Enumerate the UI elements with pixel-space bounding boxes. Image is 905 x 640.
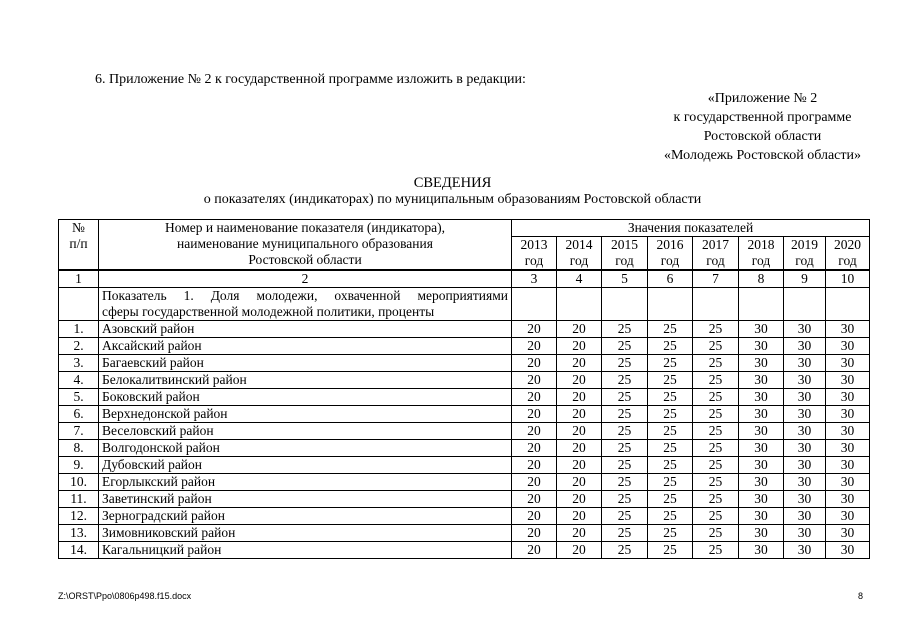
table-row (59, 372, 870, 389)
header-year-suffix: год (615, 253, 634, 268)
column-index-cell: 3 (512, 270, 557, 288)
indicator-value: 30 (826, 321, 870, 338)
indicator-value: 20 (557, 525, 602, 542)
indicator-value: 30 (784, 440, 826, 457)
indicator-value: 25 (693, 389, 739, 406)
municipality-name: Багаевский район (99, 355, 512, 372)
indicator-value: 30 (826, 423, 870, 440)
municipality-name: Веселовский район (99, 423, 512, 440)
header-year-suffix: год (524, 253, 544, 268)
row-number: 13. (59, 525, 99, 542)
indicator-value: 25 (693, 372, 739, 389)
indicator-value: 30 (739, 474, 784, 491)
document-title: СВЕДЕНИЯ (413, 175, 492, 191)
column-index-cell: 2 (99, 270, 512, 288)
indicator-value: 30 (784, 423, 826, 440)
header-name-line: Номер и наименование показателя (индикатора), (164, 220, 446, 235)
row-number: 9. (59, 457, 99, 474)
indicator-value: 30 (826, 491, 870, 508)
indicator-value: 25 (693, 525, 739, 542)
header-name-line: наименование муниципального образования (177, 236, 433, 251)
municipality-name: Волгодонской район (99, 440, 512, 457)
table-row (59, 457, 870, 474)
row-number: 8. (59, 440, 99, 457)
indicators-table (58, 219, 870, 559)
indicator-value: 20 (512, 440, 557, 457)
row-number: 7. (59, 423, 99, 440)
table-row (59, 406, 870, 423)
indicator-num-cell (59, 288, 99, 321)
header-year (512, 237, 557, 271)
indicator-value: 30 (739, 423, 784, 440)
indicator-value: 30 (826, 338, 870, 355)
table-row (59, 423, 870, 440)
indicator-value: 30 (826, 525, 870, 542)
indicator-value: 20 (557, 474, 602, 491)
indicator-value: 30 (739, 338, 784, 355)
header-year (602, 237, 648, 271)
municipality-name: Белокалитвинский район (99, 372, 512, 389)
indicator-value: 25 (693, 474, 739, 491)
header-year-value: 2020 (834, 237, 862, 252)
table-row (59, 491, 870, 508)
indicator-value: 25 (648, 423, 693, 440)
header-year-value: 2014 (565, 237, 593, 252)
indicator-value: 25 (693, 440, 739, 457)
indicator-value: 25 (648, 508, 693, 525)
row-number: 10. (59, 474, 99, 491)
column-index-cell: 1 (59, 270, 99, 288)
indicator-value: 25 (648, 389, 693, 406)
indicator-value: 25 (648, 491, 693, 508)
indicator-title-line: Показатель 1. Доля молодежи, охваченной мероприятиями (102, 288, 508, 303)
indicator-title-line: сферы государственной молодежной политики, проценты (102, 304, 435, 319)
column-index-cell: 9 (784, 270, 826, 288)
appendix-line: «Приложение № 2 (707, 91, 818, 106)
table-row (59, 542, 870, 559)
indicator-value: 30 (739, 406, 784, 423)
indicator-value: 20 (557, 440, 602, 457)
header-num-line: п/п (69, 236, 88, 251)
table-row (59, 389, 870, 406)
indicator-value: 25 (602, 525, 648, 542)
indicator-value: 30 (739, 355, 784, 372)
municipality-name: Заветинский район (99, 491, 512, 508)
appendix-line: «Молодежь Ростовской области» (664, 148, 861, 163)
indicator-value: 30 (784, 491, 826, 508)
indicator-value: 30 (784, 542, 826, 559)
indicator-value: 20 (557, 457, 602, 474)
indicator-title (99, 288, 512, 321)
municipality-name: Аксайский район (99, 338, 512, 355)
indicator-value: 25 (648, 406, 693, 423)
indicator-value: 20 (512, 491, 557, 508)
row-number: 14. (59, 542, 99, 559)
header-num-line: № (72, 220, 85, 235)
indicator-value: 30 (784, 389, 826, 406)
indicator-value: 20 (512, 474, 557, 491)
empty-cell (512, 288, 557, 321)
row-number: 11. (59, 491, 99, 508)
indicator-value: 30 (784, 457, 826, 474)
header-year (648, 237, 693, 271)
indicator-value: 25 (648, 338, 693, 355)
municipality-name: Верхнедонской район (99, 406, 512, 423)
indicator-value: 20 (512, 338, 557, 355)
municipality-name: Боковский район (99, 389, 512, 406)
indicator-value: 20 (557, 423, 602, 440)
indicator-value: 30 (739, 321, 784, 338)
indicator-value: 20 (557, 355, 602, 372)
indicator-value: 25 (602, 406, 648, 423)
indicator-value: 20 (512, 542, 557, 559)
indicator-value: 30 (826, 508, 870, 525)
indicator-value: 20 (512, 355, 557, 372)
municipality-name: Азовский район (99, 321, 512, 338)
indicator-value: 30 (784, 321, 826, 338)
indicator-value: 30 (784, 525, 826, 542)
indicator-value: 30 (784, 338, 826, 355)
table-row (59, 508, 870, 525)
municipality-name: Зимовниковский район (99, 525, 512, 542)
header-year-suffix: год (660, 253, 680, 268)
indicator-row (59, 288, 870, 321)
indicator-value: 30 (784, 355, 826, 372)
indicator-value: 25 (693, 508, 739, 525)
indicator-value: 30 (739, 457, 784, 474)
empty-cell (602, 288, 648, 321)
column-index-cell: 10 (826, 270, 870, 288)
indicator-value: 25 (693, 491, 739, 508)
header-year (557, 237, 602, 271)
indicator-value: 20 (512, 406, 557, 423)
header-year-suffix: год (838, 253, 857, 268)
indicator-value: 20 (512, 423, 557, 440)
header-year-suffix: год (569, 253, 589, 268)
indicator-value: 25 (602, 321, 648, 338)
empty-cell (648, 288, 693, 321)
empty-cell (784, 288, 826, 321)
indicator-value: 30 (739, 440, 784, 457)
indicator-value: 25 (602, 508, 648, 525)
column-index-cell: 7 (693, 270, 739, 288)
indicator-value: 20 (557, 406, 602, 423)
indicator-value: 30 (826, 440, 870, 457)
table-row (59, 355, 870, 372)
header-year-value: 2019 (791, 237, 818, 252)
indicator-value: 20 (557, 338, 602, 355)
indicator-value: 25 (602, 457, 648, 474)
header-name-line: Ростовской области (248, 252, 362, 267)
header-name (99, 220, 512, 271)
indicator-value: 25 (602, 474, 648, 491)
municipality-name: Егорлыкский район (99, 474, 512, 491)
table-row (59, 525, 870, 542)
indicator-value: 25 (602, 355, 648, 372)
header-num (59, 220, 99, 271)
indicator-value: 30 (739, 372, 784, 389)
indicator-value: 30 (739, 508, 784, 525)
empty-cell (739, 288, 784, 321)
indicator-value: 25 (648, 474, 693, 491)
indicator-value: 30 (826, 406, 870, 423)
indicator-value: 20 (557, 372, 602, 389)
indicator-value: 25 (602, 389, 648, 406)
indicator-value: 25 (693, 423, 739, 440)
indicator-value: 20 (557, 491, 602, 508)
document-subtitle: о показателях (индикаторах) по муниципальным образованиям Ростовской области (203, 192, 702, 207)
table-row (59, 474, 870, 491)
header-year-suffix: год (706, 253, 725, 268)
indicator-value: 30 (826, 457, 870, 474)
header-year (693, 237, 739, 271)
appendix-block (664, 89, 861, 165)
indicator-value: 30 (826, 355, 870, 372)
indicator-value: 30 (739, 491, 784, 508)
indicator-value: 25 (648, 525, 693, 542)
header-year (826, 237, 870, 271)
row-number: 3. (59, 355, 99, 372)
indicator-value: 30 (784, 406, 826, 423)
indicator-value: 20 (512, 508, 557, 525)
row-number: 6. (59, 406, 99, 423)
empty-cell (826, 288, 870, 321)
appendix-line: Ростовской области (703, 129, 822, 144)
header-year-value: 2013 (520, 237, 548, 252)
footer-file-path: Z:\ORST\Ppo\0806p498.f15.docx (58, 591, 192, 601)
column-index-cell: 6 (648, 270, 693, 288)
table-row (59, 440, 870, 457)
indicator-value: 25 (602, 423, 648, 440)
indicator-value: 25 (648, 542, 693, 559)
header-year-value: 2016 (656, 237, 684, 252)
indicator-value: 25 (693, 355, 739, 372)
indicator-value: 25 (602, 542, 648, 559)
indicator-value: 20 (512, 525, 557, 542)
indicator-value: 30 (826, 372, 870, 389)
indicator-value: 30 (826, 474, 870, 491)
indicator-value: 30 (739, 542, 784, 559)
empty-cell (693, 288, 739, 321)
table-row (59, 321, 870, 338)
indicator-value: 25 (693, 321, 739, 338)
indicator-value: 30 (784, 474, 826, 491)
indicator-value: 25 (693, 338, 739, 355)
column-index-cell: 4 (557, 270, 602, 288)
indicator-value: 25 (693, 542, 739, 559)
municipality-name: Кагальницкий район (99, 542, 512, 559)
indicator-value: 20 (557, 389, 602, 406)
indicator-value: 20 (512, 321, 557, 338)
header-year (784, 237, 826, 271)
indicator-value: 30 (784, 372, 826, 389)
indicator-value: 25 (602, 440, 648, 457)
indicator-value: 25 (602, 338, 648, 355)
indicator-value: 25 (648, 372, 693, 389)
indicator-value: 20 (557, 542, 602, 559)
municipality-name: Зерноградский район (99, 508, 512, 525)
indicator-value: 25 (648, 457, 693, 474)
row-number: 1. (59, 321, 99, 338)
indicator-value: 25 (693, 457, 739, 474)
row-number: 12. (59, 508, 99, 525)
header-year-value: 2017 (702, 237, 729, 252)
footer-page-number: 8 (858, 591, 864, 601)
header-year (739, 237, 784, 271)
indicator-value: 25 (693, 406, 739, 423)
indicator-value: 20 (557, 321, 602, 338)
appendix-line: к государственной программе (673, 110, 852, 125)
indicator-value: 20 (512, 389, 557, 406)
indicator-value: 20 (512, 372, 557, 389)
indicator-value: 30 (739, 525, 784, 542)
indicator-value: 30 (826, 542, 870, 559)
column-index-cell: 8 (739, 270, 784, 288)
header-year-value: 2015 (611, 237, 638, 252)
header-year-suffix: год (795, 253, 814, 268)
column-index-row (59, 270, 870, 288)
intro-text: 6. Приложение № 2 к государственной программе изложить в редакции: (95, 72, 526, 87)
row-number: 4. (59, 372, 99, 389)
header-year-value: 2018 (747, 237, 775, 252)
indicator-value: 30 (784, 508, 826, 525)
row-number: 5. (59, 389, 99, 406)
indicator-value: 25 (648, 440, 693, 457)
indicator-value: 20 (557, 508, 602, 525)
indicator-value: 20 (512, 457, 557, 474)
column-index-cell: 5 (602, 270, 648, 288)
indicator-value: 25 (602, 491, 648, 508)
indicator-value: 25 (602, 372, 648, 389)
header-values: Значения показателей (512, 220, 870, 237)
header-year-suffix: год (751, 253, 771, 268)
table-row (59, 338, 870, 355)
row-number: 2. (59, 338, 99, 355)
indicator-value: 30 (826, 389, 870, 406)
municipality-name: Дубовский район (99, 457, 512, 474)
indicator-value: 25 (648, 355, 693, 372)
empty-cell (557, 288, 602, 321)
indicator-value: 30 (739, 389, 784, 406)
indicator-value: 25 (648, 321, 693, 338)
